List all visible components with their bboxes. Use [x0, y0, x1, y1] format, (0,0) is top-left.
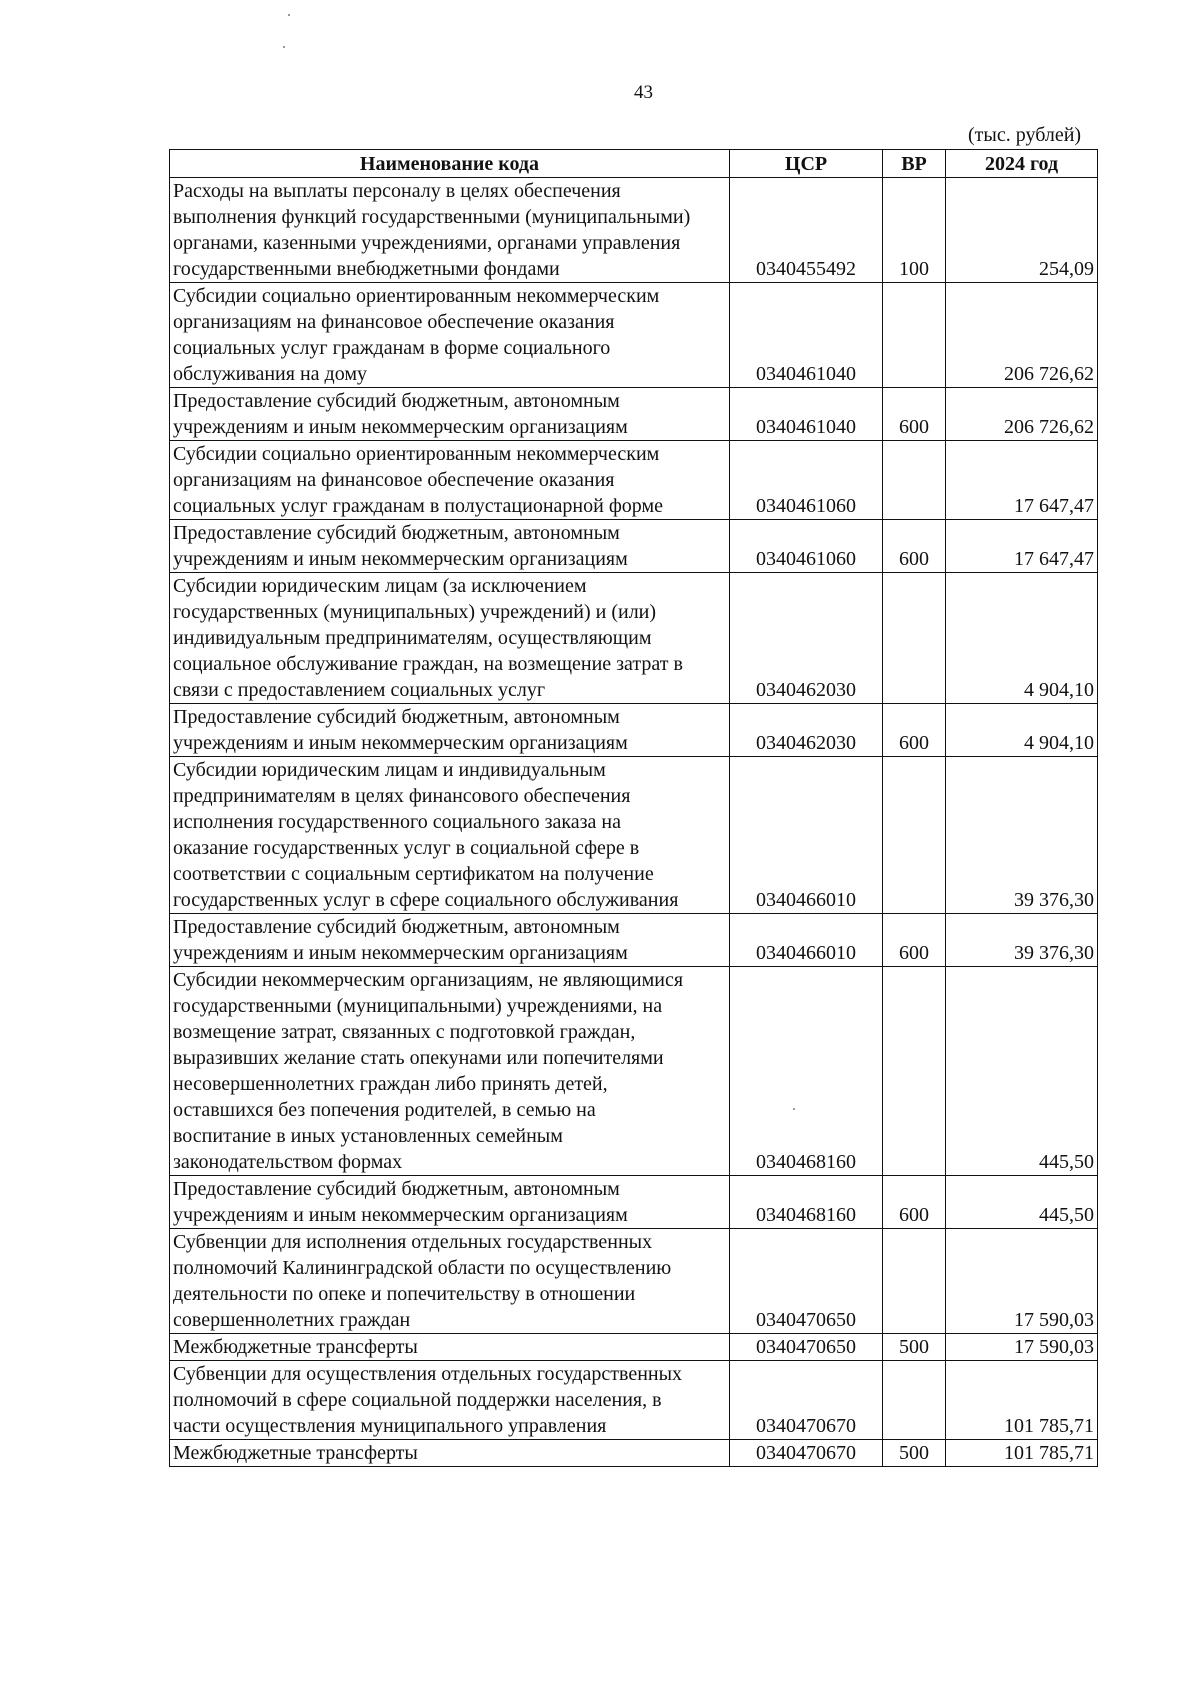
- cell-name: Предоставление субсидий бюджетным, автономным учреждениям и иным некоммерческим организациям: [170, 1176, 730, 1229]
- cell-vr: [883, 441, 946, 520]
- table-row: [170, 441, 1098, 520]
- table-row: [170, 573, 1098, 704]
- cell-csr: 0340470650: [730, 1229, 883, 1334]
- cell-sum: 206 726,62: [946, 388, 1098, 441]
- cell-vr: 600: [883, 1176, 946, 1229]
- table-row: [170, 967, 1098, 1176]
- cell-sum: 39 376,30: [946, 757, 1098, 914]
- scan-speck: [283, 46, 285, 48]
- cell-sum: 445,50: [946, 967, 1098, 1176]
- header-name: Наименование кода: [170, 150, 730, 178]
- units-label: (тыс. рублей): [968, 124, 1082, 146]
- cell-vr: [883, 283, 946, 388]
- cell-sum: 445,50: [946, 1176, 1098, 1229]
- cell-csr: 0340470670: [730, 1361, 883, 1440]
- table-row: [170, 757, 1098, 914]
- cell-csr: 0340470650: [730, 1334, 883, 1361]
- header-csr: ЦСР: [730, 150, 883, 178]
- cell-csr: 0340468160: [730, 1176, 883, 1229]
- cell-name: Субсидии социально ориентированным некоммерческим организациям на финансовое обеспечение оказания социальных услуг гражданам в полустационарной форме: [170, 441, 730, 520]
- cell-name: Субсидии юридическим лицам (за исключением государственных (муниципальных) учреждений) и (или) индивидуальным предпринимателям, осуществляющим социальное обслуживание граждан, на возмещение затрат в связи с предоставлением социальных услуг: [170, 573, 730, 704]
- cell-csr: 0340466010: [730, 914, 883, 967]
- cell-name: Субсидии юридическим лицам и индивидуальным предпринимателям в целях финансового обеспечения исполнения государственного социального заказа на оказание государственных услуг в социальной сфере в соответствии с социальным сертификатом на получение государственных услуг в сфере социального обслуживания: [170, 757, 730, 914]
- cell-name: Субсидии некоммерческим организациям, не являющимися государственными (муниципальными) учреждениями, на возмещение затрат, связанных с подготовкой граждан, выразивших желание стать опекунами или попечителями несовершеннолетних граждан либо принять детей, оставшихся без попечения родителей, в семью на воспитание в иных установленных семейным законодательством формах: [170, 967, 730, 1176]
- cell-csr: 0340461040: [730, 388, 883, 441]
- cell-name: Межбюджетные трансферты: [170, 1334, 730, 1361]
- cell-vr: 600: [883, 520, 946, 573]
- cell-csr: 0340461040: [730, 283, 883, 388]
- cell-sum: 39 376,30: [946, 914, 1098, 967]
- cell-csr: 0340468160: [730, 967, 883, 1176]
- cell-vr: [883, 757, 946, 914]
- cell-sum: 17 647,47: [946, 520, 1098, 573]
- cell-csr: 0340462030: [730, 704, 883, 757]
- cell-sum: 17 590,03: [946, 1229, 1098, 1334]
- cell-name: Предоставление субсидий бюджетным, автономным учреждениям и иным некоммерческим организациям: [170, 388, 730, 441]
- cell-sum: 4 904,10: [946, 573, 1098, 704]
- table-row: [170, 704, 1098, 757]
- cell-vr: 600: [883, 704, 946, 757]
- table-row: [170, 283, 1098, 388]
- table-row: [170, 914, 1098, 967]
- cell-vr: [883, 573, 946, 704]
- table-row: [170, 388, 1098, 441]
- cell-csr: 0340461060: [730, 441, 883, 520]
- cell-name: Расходы на выплаты персоналу в целях обеспечения выполнения функций государственными (муниципальными) органами, казенными учреждениями, органами управления государственными внебюджетными фондами: [170, 178, 730, 283]
- scan-speck: [288, 14, 290, 16]
- cell-name: Предоставление субсидий бюджетным, автономным учреждениям и иным некоммерческим организациям: [170, 520, 730, 573]
- cell-sum: 17 647,47: [946, 441, 1098, 520]
- table-row: [170, 1229, 1098, 1334]
- cell-sum: 101 785,71: [946, 1361, 1098, 1440]
- table-row: [170, 1176, 1098, 1229]
- cell-vr: 500: [883, 1440, 946, 1467]
- cell-csr: 0340455492: [730, 178, 883, 283]
- cell-name: Предоставление субсидий бюджетным, автономным учреждениям и иным некоммерческим организациям: [170, 704, 730, 757]
- cell-vr: 500: [883, 1334, 946, 1361]
- cell-sum: 254,09: [946, 178, 1098, 283]
- cell-vr: 600: [883, 388, 946, 441]
- table-row: [170, 178, 1098, 283]
- page-number: 43: [634, 82, 653, 103]
- cell-csr: 0340470670: [730, 1440, 883, 1467]
- cell-csr: 0340462030: [730, 573, 883, 704]
- cell-vr: [883, 1229, 946, 1334]
- cell-name: Субсидии социально ориентированным некоммерческим организациям на финансовое обеспечение оказания социальных услуг гражданам в форме социального обслуживания на дому: [170, 283, 730, 388]
- cell-name: Субвенции для осуществления отдельных государственных полномочий в сфере социальной поддержки населения, в части осуществления муниципального управления: [170, 1361, 730, 1440]
- cell-sum: 101 785,71: [946, 1440, 1098, 1467]
- scan-speck: [793, 1108, 795, 1110]
- cell-name: Межбюджетные трансферты: [170, 1440, 730, 1467]
- cell-vr: [883, 1361, 946, 1440]
- cell-sum: 206 726,62: [946, 283, 1098, 388]
- cell-name: Предоставление субсидий бюджетным, автономным учреждениям и иным некоммерческим организациям: [170, 914, 730, 967]
- header-sum: 2024 год: [946, 150, 1098, 178]
- cell-sum: 4 904,10: [946, 704, 1098, 757]
- table-row: [170, 1361, 1098, 1440]
- cell-csr: 0340466010: [730, 757, 883, 914]
- cell-vr: 100: [883, 178, 946, 283]
- table-row: [170, 520, 1098, 573]
- cell-vr: 600: [883, 914, 946, 967]
- budget-table: [169, 149, 1098, 1467]
- table-row: [170, 1440, 1098, 1467]
- cell-name: Субвенции для исполнения отдельных государственных полномочий Калининградской области по осуществлению деятельности по опеке и попечительству в отношении совершеннолетних граждан: [170, 1229, 730, 1334]
- cell-csr: 0340461060: [730, 520, 883, 573]
- cell-vr: [883, 967, 946, 1176]
- header-row: [170, 150, 1098, 178]
- cell-sum: 17 590,03: [946, 1334, 1098, 1361]
- table-row: [170, 1334, 1098, 1361]
- header-vr: ВР: [883, 150, 946, 178]
